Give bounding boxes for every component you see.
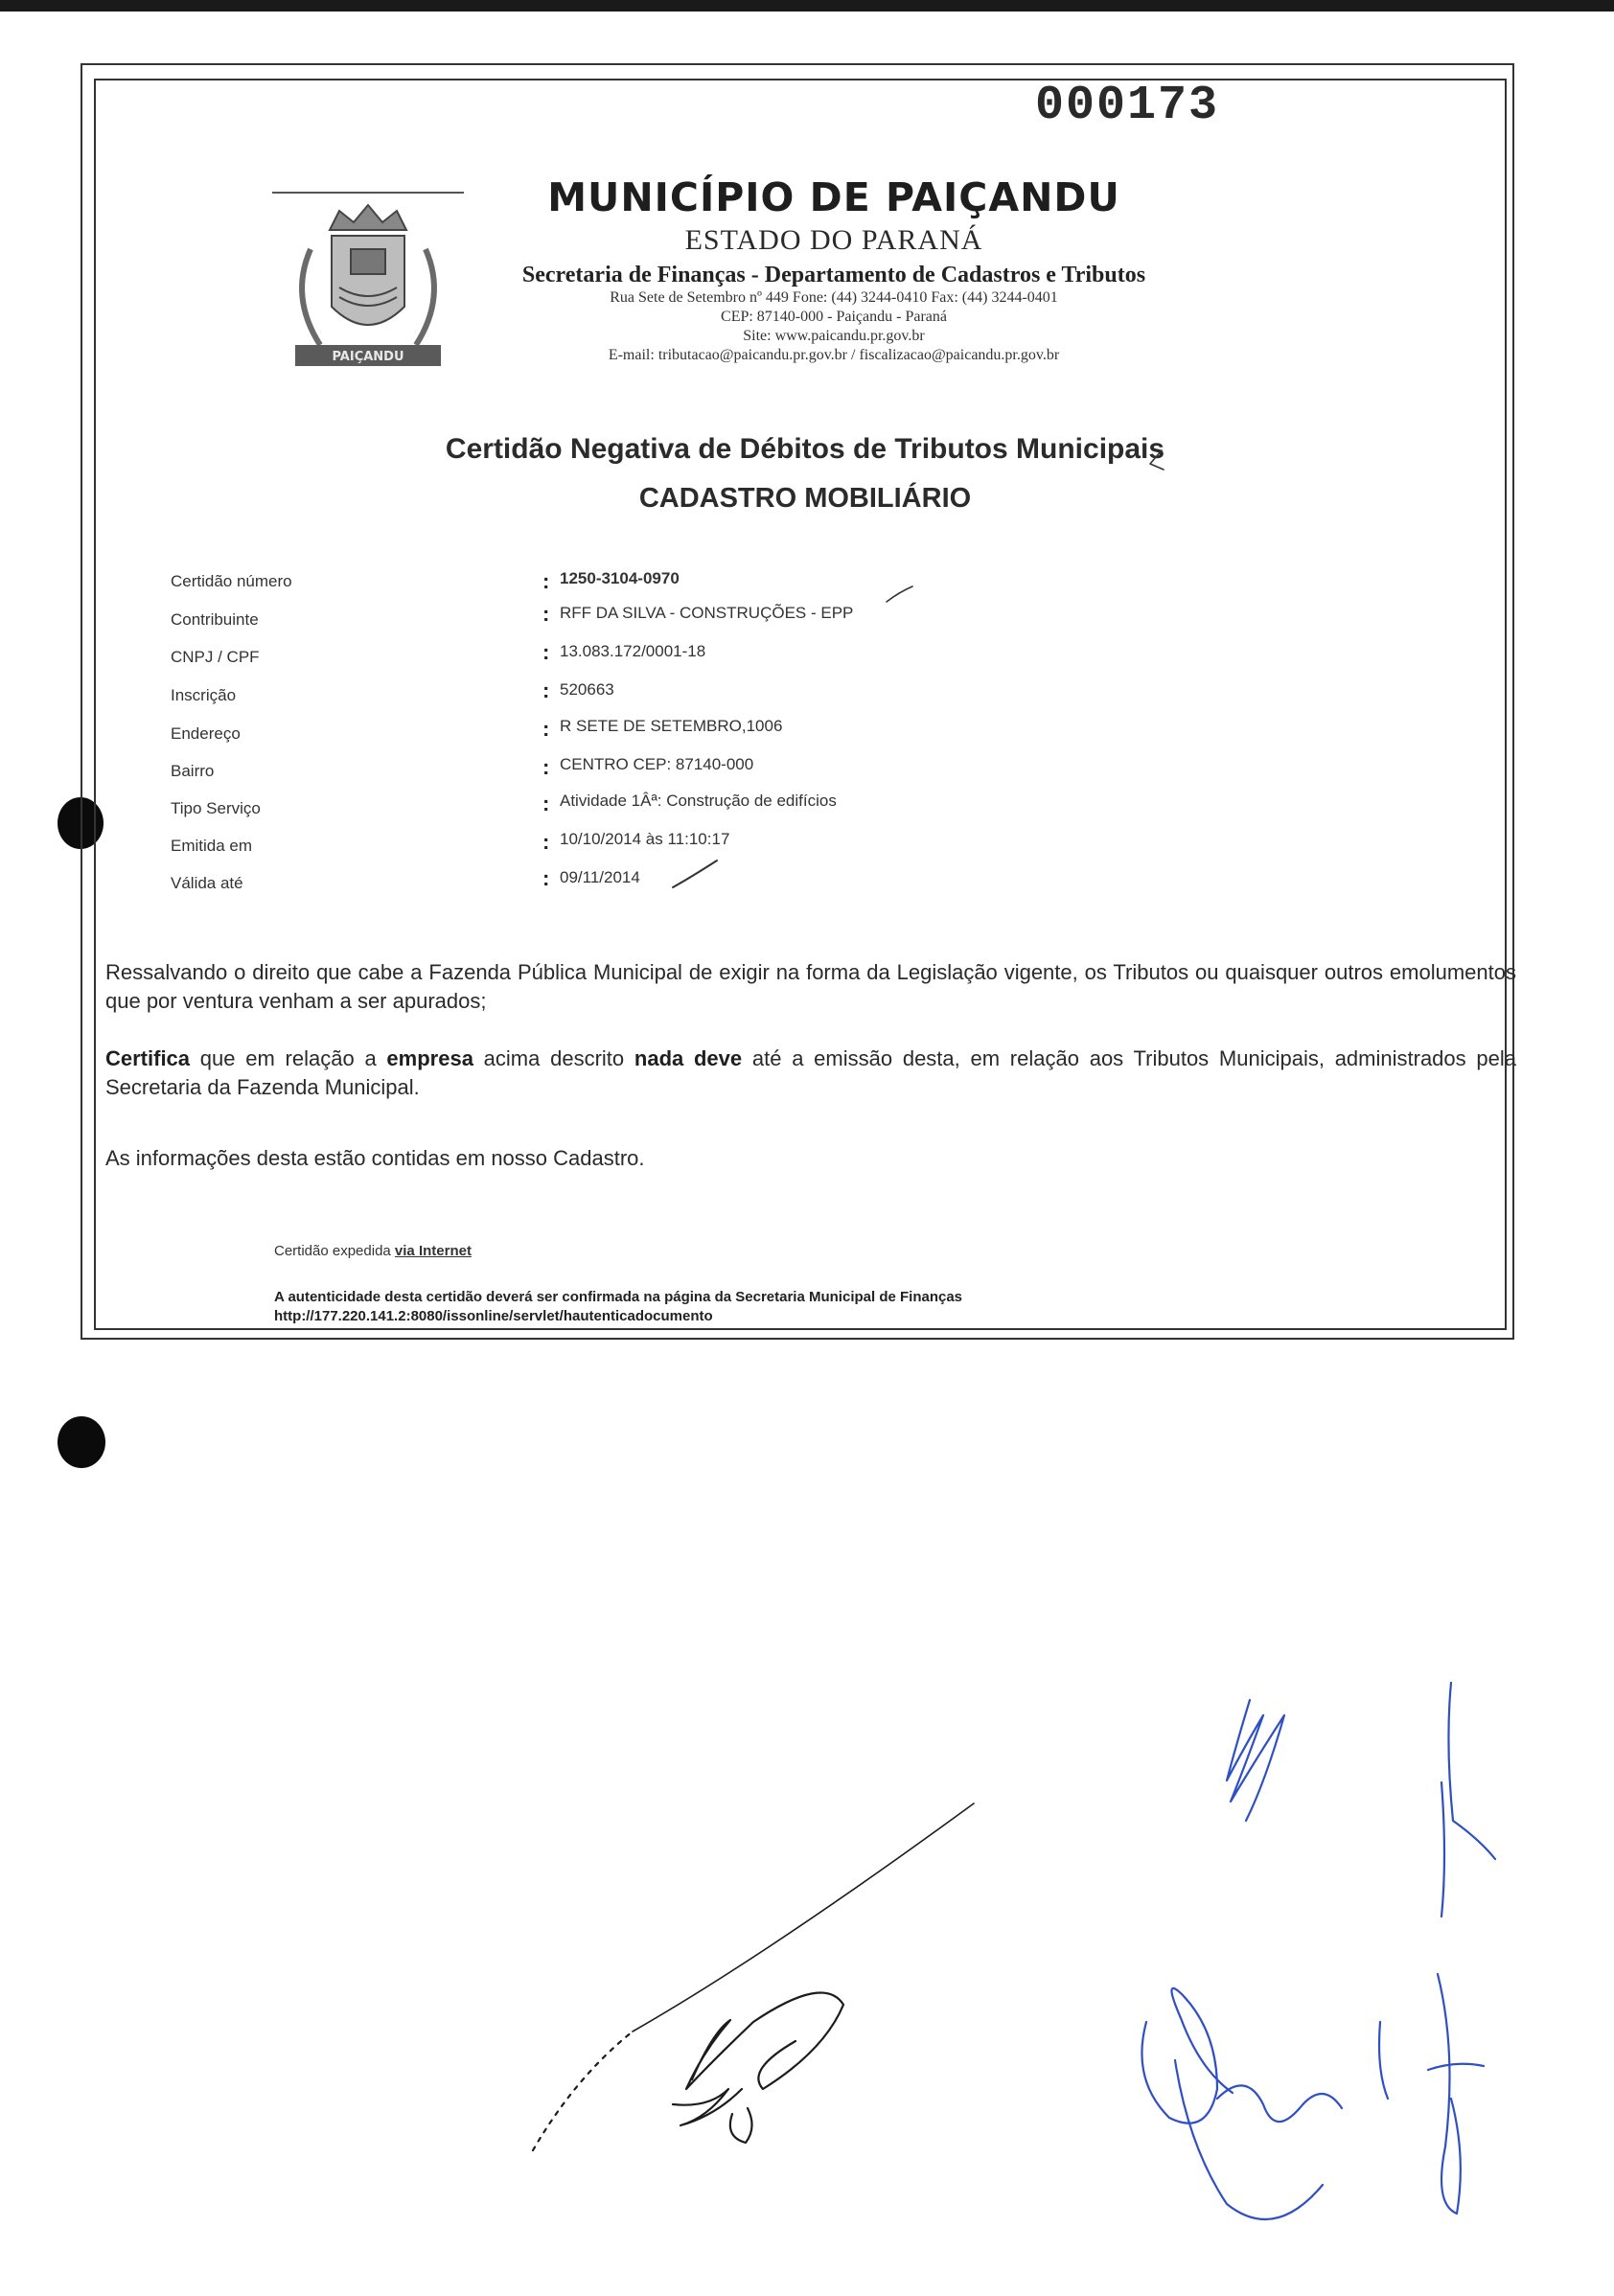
punch-hole-bottom <box>58 1416 105 1468</box>
paragraph-ressalva: Ressalvando o direito que cabe a Fazenda Pública Municipal de exigir na forma da Legislação vigente, os Tributos ou quaisquer outros emolumentos que por ventura venham a ser apurados; <box>105 960 1516 1013</box>
field-label-certidao: Certidão número <box>171 572 292 590</box>
colon: : <box>542 717 550 741</box>
municipality-name: MUNICÍPIO DE PAIÇANDU <box>547 174 1120 220</box>
municipal-crest-icon <box>272 192 464 383</box>
state-name: ESTADO DO PARANÁ <box>684 224 983 256</box>
field-label-emitida: Emitida em <box>171 837 253 855</box>
colon: : <box>542 830 550 854</box>
field-value-tipo-servico: Atividade 1Âª: Construção de edifícios <box>560 792 837 810</box>
colon: : <box>542 640 550 664</box>
footer-expedida: Certidão expedida via Internet <box>274 1243 472 1259</box>
field-value-certidao: 1250-3104-0970 <box>560 569 680 587</box>
paragraph-informacoes: As informações desta estão contidas em nosso Cadastro. <box>105 1146 645 1170</box>
empresa-keyword: empresa <box>386 1046 473 1070</box>
document-number-stamp: 000173 <box>1035 79 1220 133</box>
cep-line: CEP: 87140-000 - Paiçandu - Paraná <box>721 309 947 325</box>
field-value-contribuinte: RFF DA SILVA - CONSTRUÇÕES - EPP <box>560 604 854 622</box>
field-value-endereco: R SETE DE SETEMBRO,1006 <box>560 717 783 735</box>
colon: : <box>542 792 550 815</box>
field-value-valida: 09/11/2014 <box>560 868 640 886</box>
certifica-keyword: Certifica <box>105 1046 191 1070</box>
colon: : <box>542 569 550 593</box>
field-label-inscricao: Inscrição <box>171 686 237 704</box>
address-line: Rua Sete de Setembro nº 449 Fone: (44) 3244-0410 Fax: (44) 3244-0401 <box>610 289 1058 306</box>
via-internet-link[interactable]: via Internet <box>394 1243 472 1259</box>
email-line: E-mail: tributacao@paicandu.pr.gov.br / fiscalizacao@paicandu.pr.gov.br <box>608 347 1060 363</box>
paragraph-certifica: Certifica que em relação a empresa acima descrito nada deve até a emissão desta, em relação aos Tributos Municipais, administrados pela Secretaria da Fazenda Municipal. <box>105 1046 1516 1099</box>
site-line: Site: www.paicandu.pr.gov.br <box>743 328 925 344</box>
crest-banner-text: PAIÇANDU <box>332 350 404 364</box>
field-label-bairro: Bairro <box>171 762 215 780</box>
field-value-cnpj: 13.083.172/0001-18 <box>560 642 706 660</box>
field-label-cnpj: CNPJ / CPF <box>171 648 260 666</box>
signature-black <box>533 1803 974 2150</box>
scan-top-edge <box>0 0 1614 11</box>
colon: : <box>542 866 550 890</box>
certificate-title: Certidão Negativa de Débitos de Tributos Municipais <box>445 433 1165 465</box>
certificate-subtitle: CADASTRO MOBILIÁRIO <box>638 483 972 514</box>
letterhead <box>460 174 1208 365</box>
field-label-endereco: Endereço <box>171 724 241 743</box>
colon: : <box>542 678 550 702</box>
field-value-emitida: 10/10/2014 às 11:10:17 <box>560 830 730 848</box>
field-label-tipo-servico: Tipo Serviço <box>171 799 261 817</box>
field-label-valida: Válida até <box>171 874 243 892</box>
field-value-bairro: CENTRO CEP: 87140-000 <box>560 755 754 773</box>
colon: : <box>542 755 550 779</box>
department-name: Secretaria de Finanças - Departamento de Cadastros e Tributos <box>521 263 1146 287</box>
field-value-inscricao: 520663 <box>560 680 614 699</box>
signature-blue <box>1141 1683 1495 2219</box>
colon: : <box>542 602 550 626</box>
nada-deve-keyword: nada deve <box>634 1046 743 1070</box>
footer-authenticity: A autenticidade desta certidão deverá ser confirmada na página da Secretaria Municipal de Finanças http://177.220.141.2:8080/issonline/servlet/hautenticadocumento <box>274 1289 963 1324</box>
field-label-contribuinte: Contribuinte <box>171 610 259 629</box>
